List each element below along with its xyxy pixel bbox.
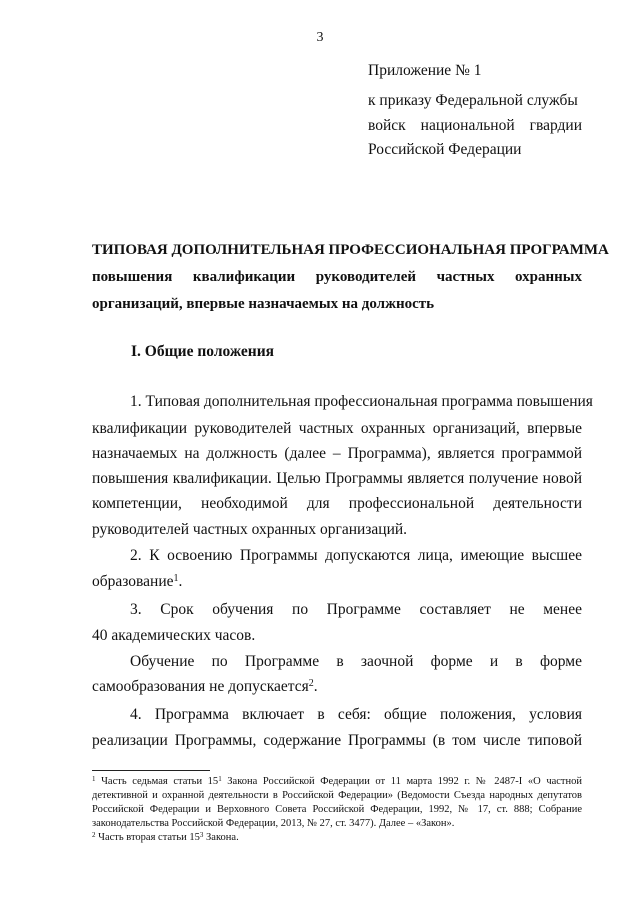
paragraph-2-tail: . xyxy=(178,573,183,590)
footnote-2-article-sup: 3 xyxy=(199,831,204,839)
paragraph-3-line-2: 40 академических часов. xyxy=(92,627,256,644)
paragraph-1-line-2: квалификации руководителей частных охранных организаций, впервые xyxy=(92,420,582,437)
paragraph-2-line-1: 2. К освоению Программы допускаются лица, имеющие высшее xyxy=(130,547,582,564)
paragraph-1-line-1: 1. Типовая дополнительная профессиональная программа повышения xyxy=(130,393,593,410)
paragraph-1-line-4: повышения квалификации. Целью Программы является получение новой xyxy=(92,470,582,487)
title-line-2: повышения квалификации руководителей частных охранных xyxy=(92,269,582,285)
appendix-line-1: Приложение № 1 xyxy=(368,62,482,79)
footnote-1-mark: 1 xyxy=(92,775,96,783)
paragraph-1-line-6: руководителей частных охранных организаций. xyxy=(92,521,408,538)
footnote-1-text-a: Часть седьмая статьи 15 xyxy=(95,776,219,787)
appendix-line-2: к приказу Федеральной службы xyxy=(368,92,578,109)
footnote-1-line-1 xyxy=(92,776,582,787)
paragraph-4-line-2 xyxy=(92,678,318,696)
footnote-2-mark: 2 xyxy=(92,831,96,839)
footnote-2 xyxy=(92,832,239,843)
paragraph-5-line-1: 4. Программа включает в себя: общие положения, условия xyxy=(130,706,582,723)
paragraph-4-text: самообразования не допускается xyxy=(92,678,309,695)
footnote-divider xyxy=(92,770,210,771)
paragraph-1-line-5: компетенции, необходимой для профессиональной деятельности xyxy=(92,495,582,512)
appendix-line-3: войск национальной гвардии xyxy=(368,117,582,134)
title-line-3: организаций, впервые назначаемых на должность xyxy=(92,296,435,312)
footnote-2-text-a: Часть вторая статьи 15 xyxy=(95,832,200,843)
paragraph-3-line-1: 3. Срок обучения по Программе составляет не менее xyxy=(130,601,582,618)
paragraph-4-tail: . xyxy=(313,678,318,695)
paragraph-4-line-1: Обучение по Программе в заочной форме и в форме xyxy=(130,653,582,670)
paragraph-5-line-2: реализации Программы, содержание Программы (в том числе типовой xyxy=(92,732,582,749)
footnote-1-line-3: Российской Федерации и Верховного Совета Российской Федерации, 1992, № 17, ст. 888; Собрание xyxy=(92,804,582,815)
footnote-1-line-4: законодательства Российской Федерации, 2013, № 27, ст. 3477). Далее – «Закон». xyxy=(92,818,455,829)
paragraph-1-line-3: назначаемых на должность (далее – Программа), является программой xyxy=(92,445,582,462)
title-line-1: ТИПОВАЯ ДОПОЛНИТЕЛЬНАЯ ПРОФЕССИОНАЛЬНАЯ ПРОГРАММА xyxy=(92,242,609,258)
appendix-line-4: Российской Федерации xyxy=(368,141,522,158)
footnote-ref-1: 1 xyxy=(173,573,179,584)
page-number: 3 xyxy=(316,30,324,45)
footnote-1-article-sup: 1 xyxy=(218,775,222,783)
paragraph-2-line-2 xyxy=(92,573,182,591)
footnote-1-line-2: детективной и охранной деятельности в Российской Федерации» (Ведомости Съезда народных депутатов xyxy=(92,790,582,801)
footnote-1-text-b: Закона Российской Федерации от 11 марта 1992 г. № 2487-I «О частной xyxy=(221,776,582,787)
section-heading: I. Общие положения xyxy=(131,343,275,360)
footnote-2-text-b: Закона. xyxy=(203,832,239,843)
paragraph-2-text: образование xyxy=(92,573,174,590)
footnote-ref-2: 2 xyxy=(308,678,314,689)
